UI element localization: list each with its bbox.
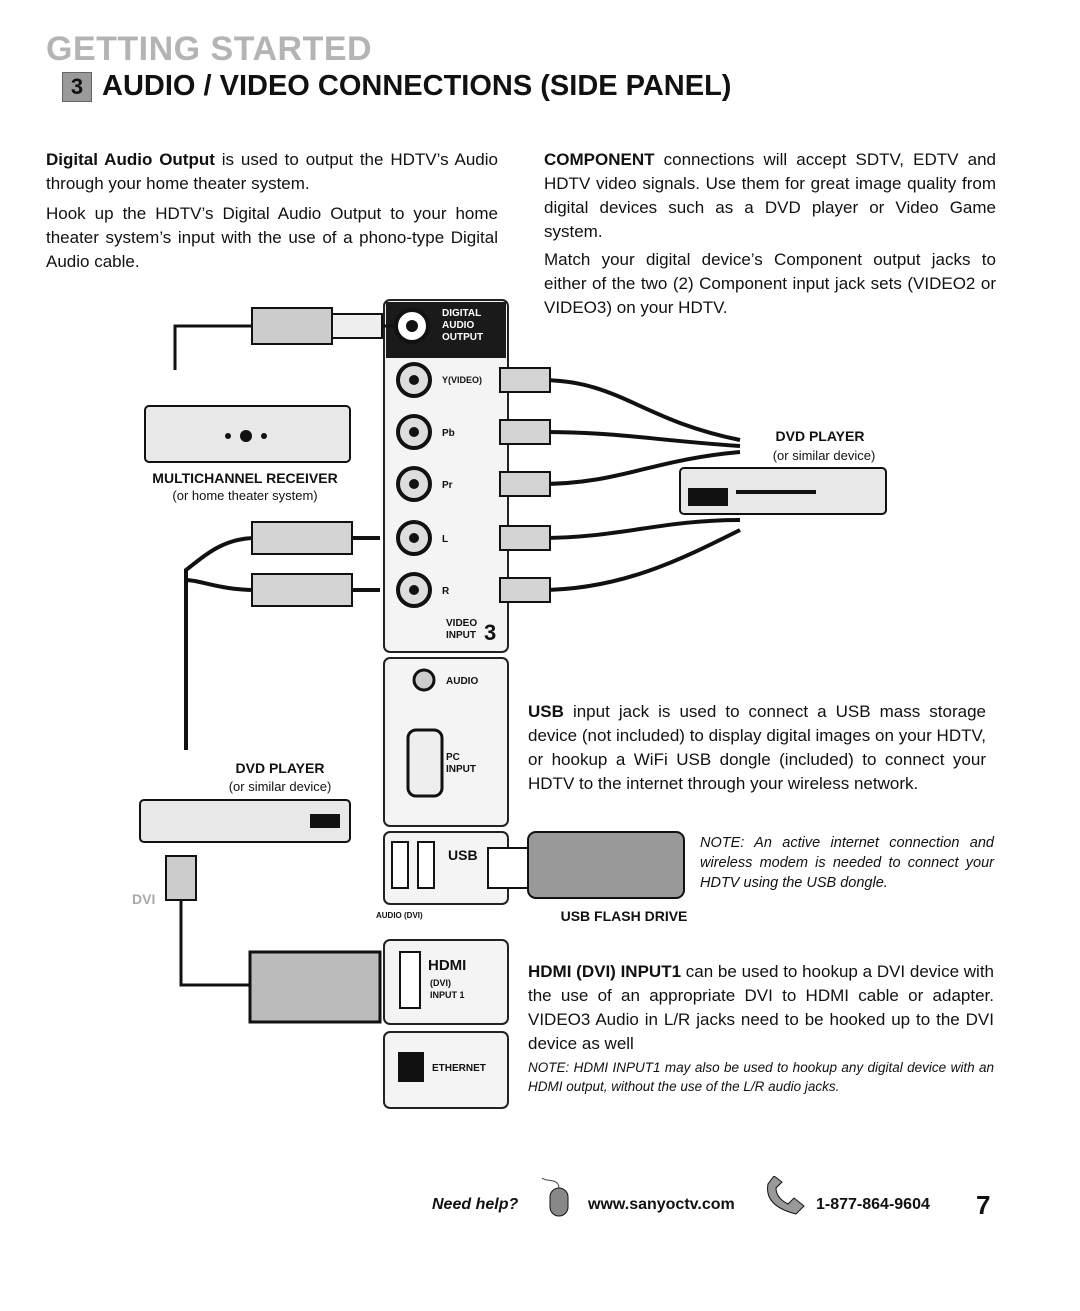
hdmi-plug bbox=[250, 952, 380, 1022]
digital-audio-term: Digital Audio Output bbox=[46, 150, 215, 169]
ethernet-port bbox=[398, 1052, 424, 1082]
panel-pc-text: PC bbox=[446, 752, 460, 763]
hdmi-term: HDMI (DVI) INPUT1 bbox=[528, 962, 682, 981]
mouse-icon bbox=[536, 1176, 580, 1220]
panel-input-number: 3 bbox=[484, 620, 497, 645]
panel-hdmi-dvi: (DVI) bbox=[430, 978, 451, 988]
panel-r-text: R bbox=[442, 586, 450, 597]
hdmi-note-text: : HDMI INPUT1 may also be used to hookup any digital device with an HDMI output, without the use of the L/R audio jacks. bbox=[528, 1060, 994, 1094]
panel-hdmi-logo: HDMI bbox=[428, 957, 467, 974]
audio-jack bbox=[414, 670, 434, 690]
page-title-text: AUDIO / VIDEO CONNECTIONS (SIDE PANEL) bbox=[102, 70, 732, 102]
phone-number[interactable]: 1-877-864-9604 bbox=[816, 1196, 930, 1213]
panel-video-text: VIDEO bbox=[446, 618, 478, 629]
panel-hdmi-input: INPUT 1 bbox=[430, 990, 465, 1000]
dvi-label: DVI bbox=[132, 891, 156, 907]
dvi-connector bbox=[166, 856, 196, 900]
usb-port-1 bbox=[392, 842, 408, 888]
panel-audio-dvi-text: AUDIO (DVI) bbox=[376, 911, 423, 920]
match-paragraph: Match your digital device’s Component output jacks to either of the two (2) Component input jack sets (VIDEO2 or VIDEO3) on your HDTV. bbox=[544, 250, 996, 317]
usb-flash-drive-label: USB FLASH DRIVE bbox=[560, 908, 688, 924]
page-title bbox=[62, 70, 731, 103]
digital-plug bbox=[252, 308, 332, 344]
digital-audio-paragraph bbox=[46, 148, 498, 196]
panel-l-text: L bbox=[442, 534, 449, 545]
phone-icon bbox=[760, 1176, 810, 1220]
usb-term: USB bbox=[528, 702, 564, 721]
panel-yvideo-text: Y(VIDEO) bbox=[442, 375, 483, 385]
dvd-left-sub-label: (or similar device) bbox=[228, 779, 332, 794]
usb-note-prefix: NOTE bbox=[700, 835, 741, 851]
usb-flash-drive-icon bbox=[528, 832, 684, 898]
hdmi-desc: can be used to hookup a DVI device with the use of an appropriate DVI to HDMI cable or adapter. VIDEO3 Audio in L/R jacks need to be hooked up to the DVI device as well bbox=[528, 962, 995, 1053]
panel-input-text: INPUT bbox=[446, 630, 476, 641]
pc-input-port bbox=[408, 730, 442, 796]
dvd-right-sub-label: (or similar device) bbox=[772, 448, 876, 463]
component-term: COMPONENT bbox=[544, 150, 655, 169]
section-heading: GETTING STARTED bbox=[46, 30, 373, 68]
receiver-label: MULTICHANNEL RECEIVER bbox=[152, 470, 338, 486]
dvi-cable bbox=[181, 900, 250, 985]
panel-audio-label: AUDIO bbox=[446, 676, 479, 687]
component-paragraph bbox=[544, 148, 996, 244]
digital-audio-desc: is used to output the HDTV’s Audio through your home theater system. bbox=[46, 150, 498, 193]
audio-plug-r bbox=[252, 574, 352, 606]
step-number-badge: 3 bbox=[62, 72, 92, 102]
receiver-sub-label: (or home theater system) bbox=[172, 488, 318, 503]
component-desc: connections will accept SDTV, EDTV and HDTV video signals. Use them for great image quality from digital devices such as a DVD player or Video Game system. bbox=[544, 150, 996, 241]
connection-diagram bbox=[0, 290, 1080, 1120]
hdmi-port bbox=[400, 952, 420, 1008]
website-link[interactable]: www.sanyoctv.com bbox=[588, 1196, 735, 1213]
audio-cables-left bbox=[186, 538, 380, 750]
panel-output-text: OUTPUT bbox=[442, 332, 484, 343]
usb-flash-plug bbox=[488, 848, 528, 888]
need-help-label: Need help? bbox=[432, 1196, 519, 1213]
panel-pc-input-text: INPUT bbox=[446, 764, 476, 775]
usb-port-2 bbox=[418, 842, 434, 888]
panel-ethernet-text: ETHERNET bbox=[432, 1063, 486, 1074]
hookup-paragraph: Hook up the HDTV’s Digital Audio Output to your home theater system’s input with the use of a phono-type Digital Audio cable. bbox=[46, 204, 498, 271]
panel-pr-text: Pr bbox=[442, 480, 453, 491]
usb-note-text: : An active internet connection and wireless modem is needed to connect your HDTV using the USB dongle. bbox=[700, 835, 994, 891]
usb-desc: input jack is used to connect a USB mass storage device (not included) to display digital images on your HDTV, or hookup a WiFi USB dongle (included) to connect your HDTV to the internet through your wireless network. bbox=[528, 702, 986, 793]
page-number: 7 bbox=[976, 1190, 991, 1220]
panel-audio-text: AUDIO bbox=[442, 320, 475, 331]
panel-pb-text: Pb bbox=[442, 428, 455, 439]
dvd-right-label: DVD PLAYER bbox=[775, 428, 865, 444]
hdmi-note-prefix: NOTE bbox=[528, 1060, 566, 1075]
dvd-left-label: DVD PLAYER bbox=[235, 760, 325, 776]
audio-plug-l bbox=[252, 522, 352, 554]
panel-digital-text: DIGITAL bbox=[442, 308, 482, 319]
panel-usb-text: USB bbox=[448, 847, 478, 863]
